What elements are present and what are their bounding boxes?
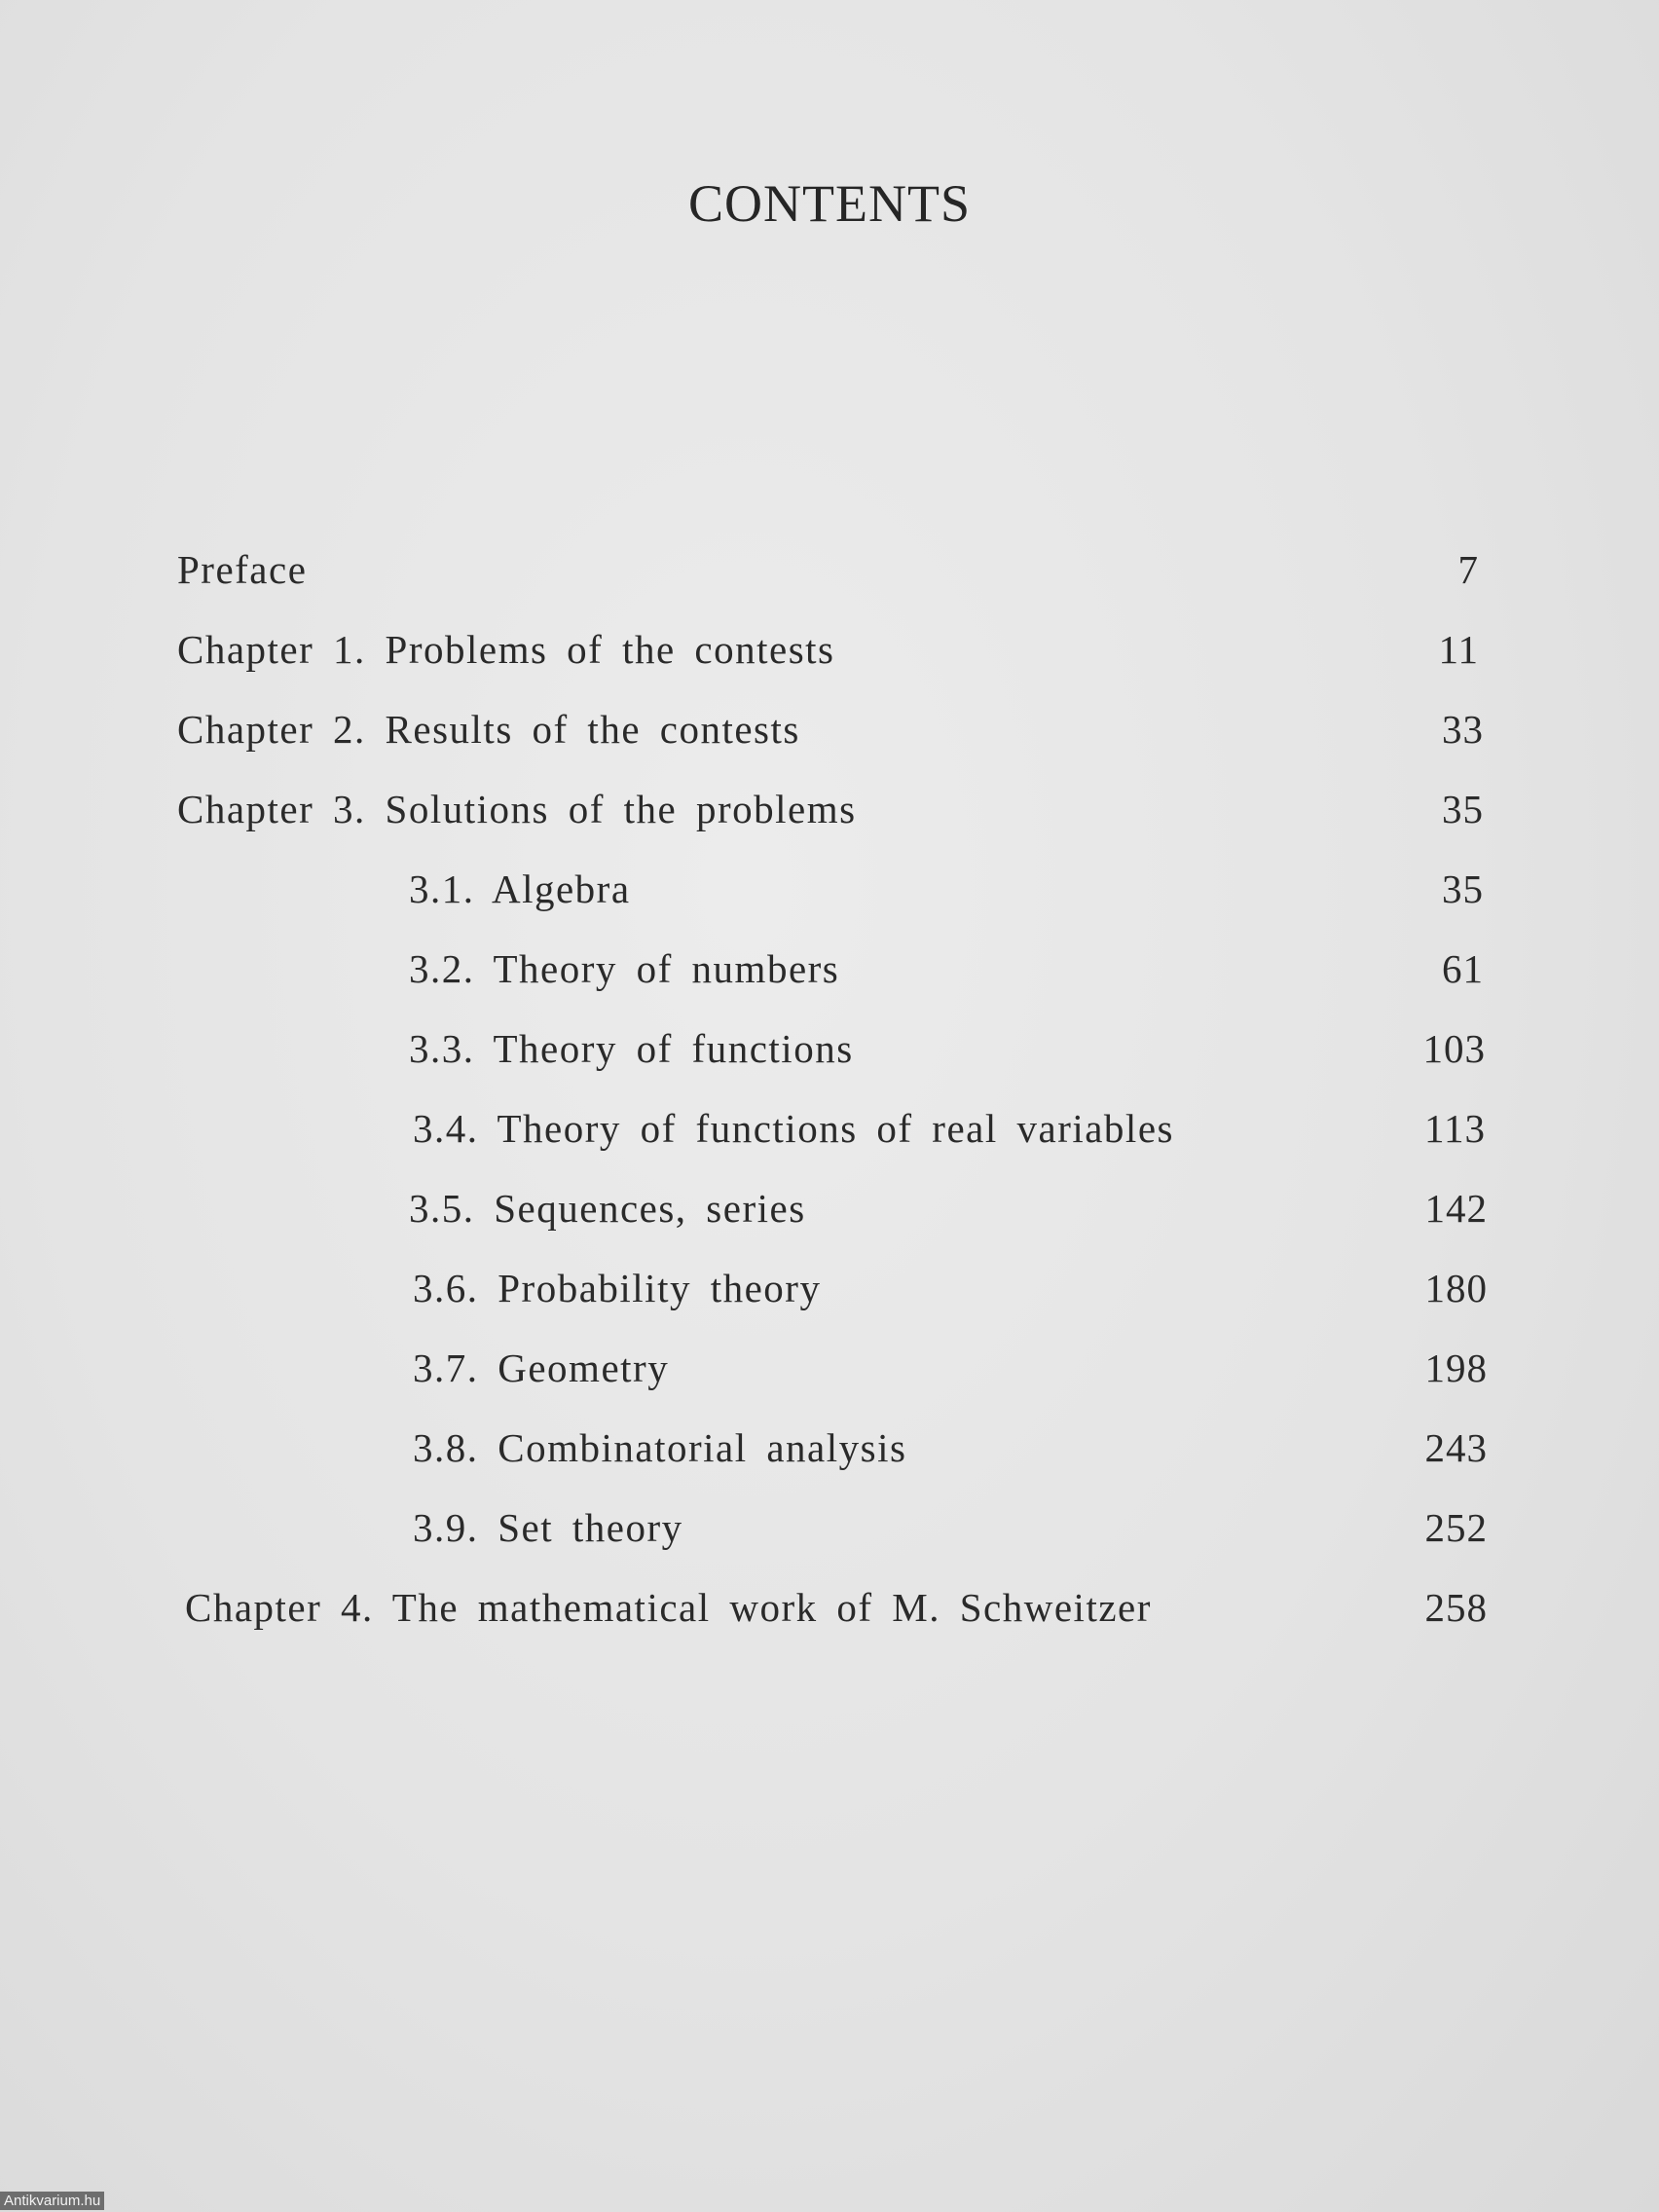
toc-entry-page: 35	[1442, 866, 1484, 911]
toc-entry-chapter-1	[0, 615, 1659, 683]
toc-entry-section-3-5	[0, 1174, 1659, 1242]
toc-entry-page: 198	[1424, 1346, 1488, 1390]
toc-entry-page: 113	[1424, 1106, 1486, 1151]
toc-entry-label: 3.7. Geometry	[413, 1346, 670, 1390]
toc-entry-page: 33	[1442, 707, 1484, 752]
toc-entry-chapter-2	[0, 695, 1659, 763]
toc-entry-label: Chapter 1. Problems of the contests	[177, 627, 835, 672]
toc-entry-page: 61	[1442, 946, 1484, 991]
toc-entry-page: 258	[1424, 1585, 1488, 1630]
toc-entry-chapter-4	[0, 1573, 1659, 1641]
toc-entry-label: 3.9. Set theory	[413, 1505, 683, 1550]
toc-entry-label: Preface	[177, 547, 308, 592]
toc-entry-label: 3.1. Algebra	[409, 866, 631, 911]
toc-entry-page: 7	[1457, 547, 1479, 592]
toc-entry-page: 252	[1424, 1505, 1488, 1550]
toc-entry-page: 243	[1424, 1425, 1488, 1470]
toc-entry-section-3-1	[0, 855, 1659, 923]
toc-entry-page: 180	[1424, 1266, 1488, 1310]
toc-entry-preface	[0, 535, 1659, 604]
toc-entry-section-3-7	[0, 1334, 1659, 1402]
toc-entry-label: Chapter 2. Results of the contests	[177, 707, 800, 752]
toc-entry-page: 142	[1424, 1186, 1488, 1231]
toc-entry-page: 11	[1438, 627, 1479, 672]
toc-entry-section-3-4	[0, 1094, 1659, 1162]
page-title: CONTENTS	[688, 174, 971, 233]
toc-entry-label: 3.4. Theory of functions of real variables	[413, 1106, 1174, 1151]
toc-entry-chapter-3	[0, 775, 1659, 843]
toc-entry-section-3-6	[0, 1254, 1659, 1322]
toc-entry-section-3-2	[0, 935, 1659, 1003]
toc-entry-page: 35	[1442, 787, 1484, 831]
toc-entry-label: 3.5. Sequences, series	[409, 1186, 806, 1231]
toc-entry-label: 3.8. Combinatorial analysis	[413, 1425, 907, 1470]
toc-entry-page: 103	[1422, 1026, 1486, 1071]
toc-entry-label: 3.3. Theory of functions	[409, 1026, 854, 1071]
toc-entry-section-3-8	[0, 1414, 1659, 1482]
toc-entry-label: Chapter 4. The mathematical work of M. Schweitzer	[185, 1585, 1152, 1630]
toc-entry-label: 3.6. Probability theory	[413, 1266, 822, 1310]
toc-entry-label: Chapter 3. Solutions of the problems	[177, 787, 857, 831]
watermark: Antikvarium.hu	[0, 2192, 104, 2210]
toc-entry-label: 3.2. Theory of numbers	[409, 946, 840, 991]
toc-entry-section-3-3	[0, 1014, 1659, 1083]
toc-entry-section-3-9	[0, 1493, 1659, 1562]
